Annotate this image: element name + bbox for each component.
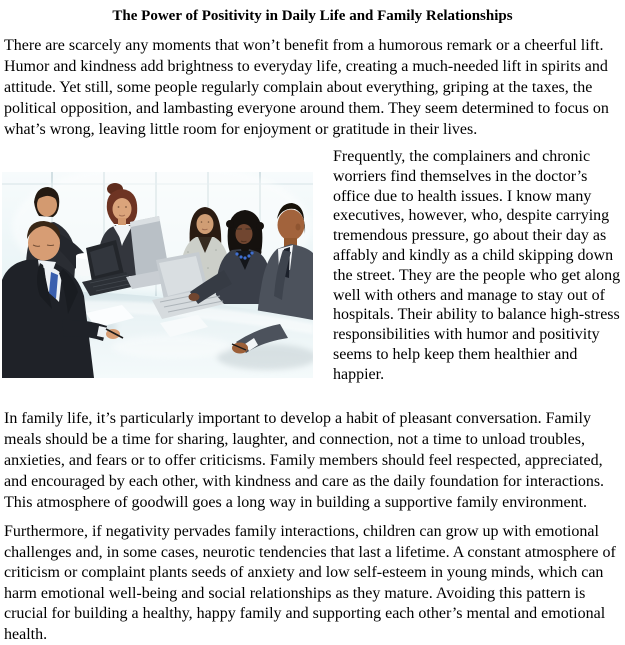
meeting-photo-illustration xyxy=(2,172,313,378)
paragraph-negativity: Furthermore, if negativity pervades family interactions, children can grow up with emotional challenges and, in some cases, neurotic tendencies that last a lifetime. A constant atmosphere of criticism or complaint plants seeds of anxiety and low self-esteem in young minds, which can harm emotional well-being and social relationships as they mature. Avoiding this pattern is crucial for building a healthy, happy family and supporting each other’s mental and emotional health. xyxy=(4,523,616,643)
paragraph-intro: There are scarcely any moments that won’t benefit from a humorous remark or a cheerful lift. Humor and kindness add brightness to everyday life, creating a much-needed lift in spirits and attitude. Yet still, some people regularly complain about everything, griping at the taxes, the political opposition, and lambasting everyone around them. They seem determined to focus on what’s wrong, leaving little room for enjoyment or gratitude in their lives. xyxy=(4,37,609,138)
paragraph-executives: Frequently, the complainers and chronic worriers find themselves in the doctor’s office due to health issues. I know many executives, however, who, despite carrying tremendous pressure, go about their day as affably and kindly as a child skipping down the street. They are the people who get along well with others and manage to stay out of hospitals. Their ability to balance high-stress responsibilities with humor and positivity seems to help keep them healthier and happier. xyxy=(333,148,621,383)
document-title: The Power of Positivity in Daily Life and Family Relationships xyxy=(112,8,513,24)
paragraph-family-life: In family life, it’s particularly important to develop a habit of pleasant conversation. Family meals should be a time for sharing, laughter, and connection, not a time to unload troubles, anxieties, and fears or to offer criticisms. Family members should feel respected, appreciated, and encouraged by each other, with kindness and care as the daily foundation for interactions. This atmosphere of goodwill goes a long way in building a supportive family environment. xyxy=(4,410,605,511)
meeting-photo xyxy=(2,172,313,378)
